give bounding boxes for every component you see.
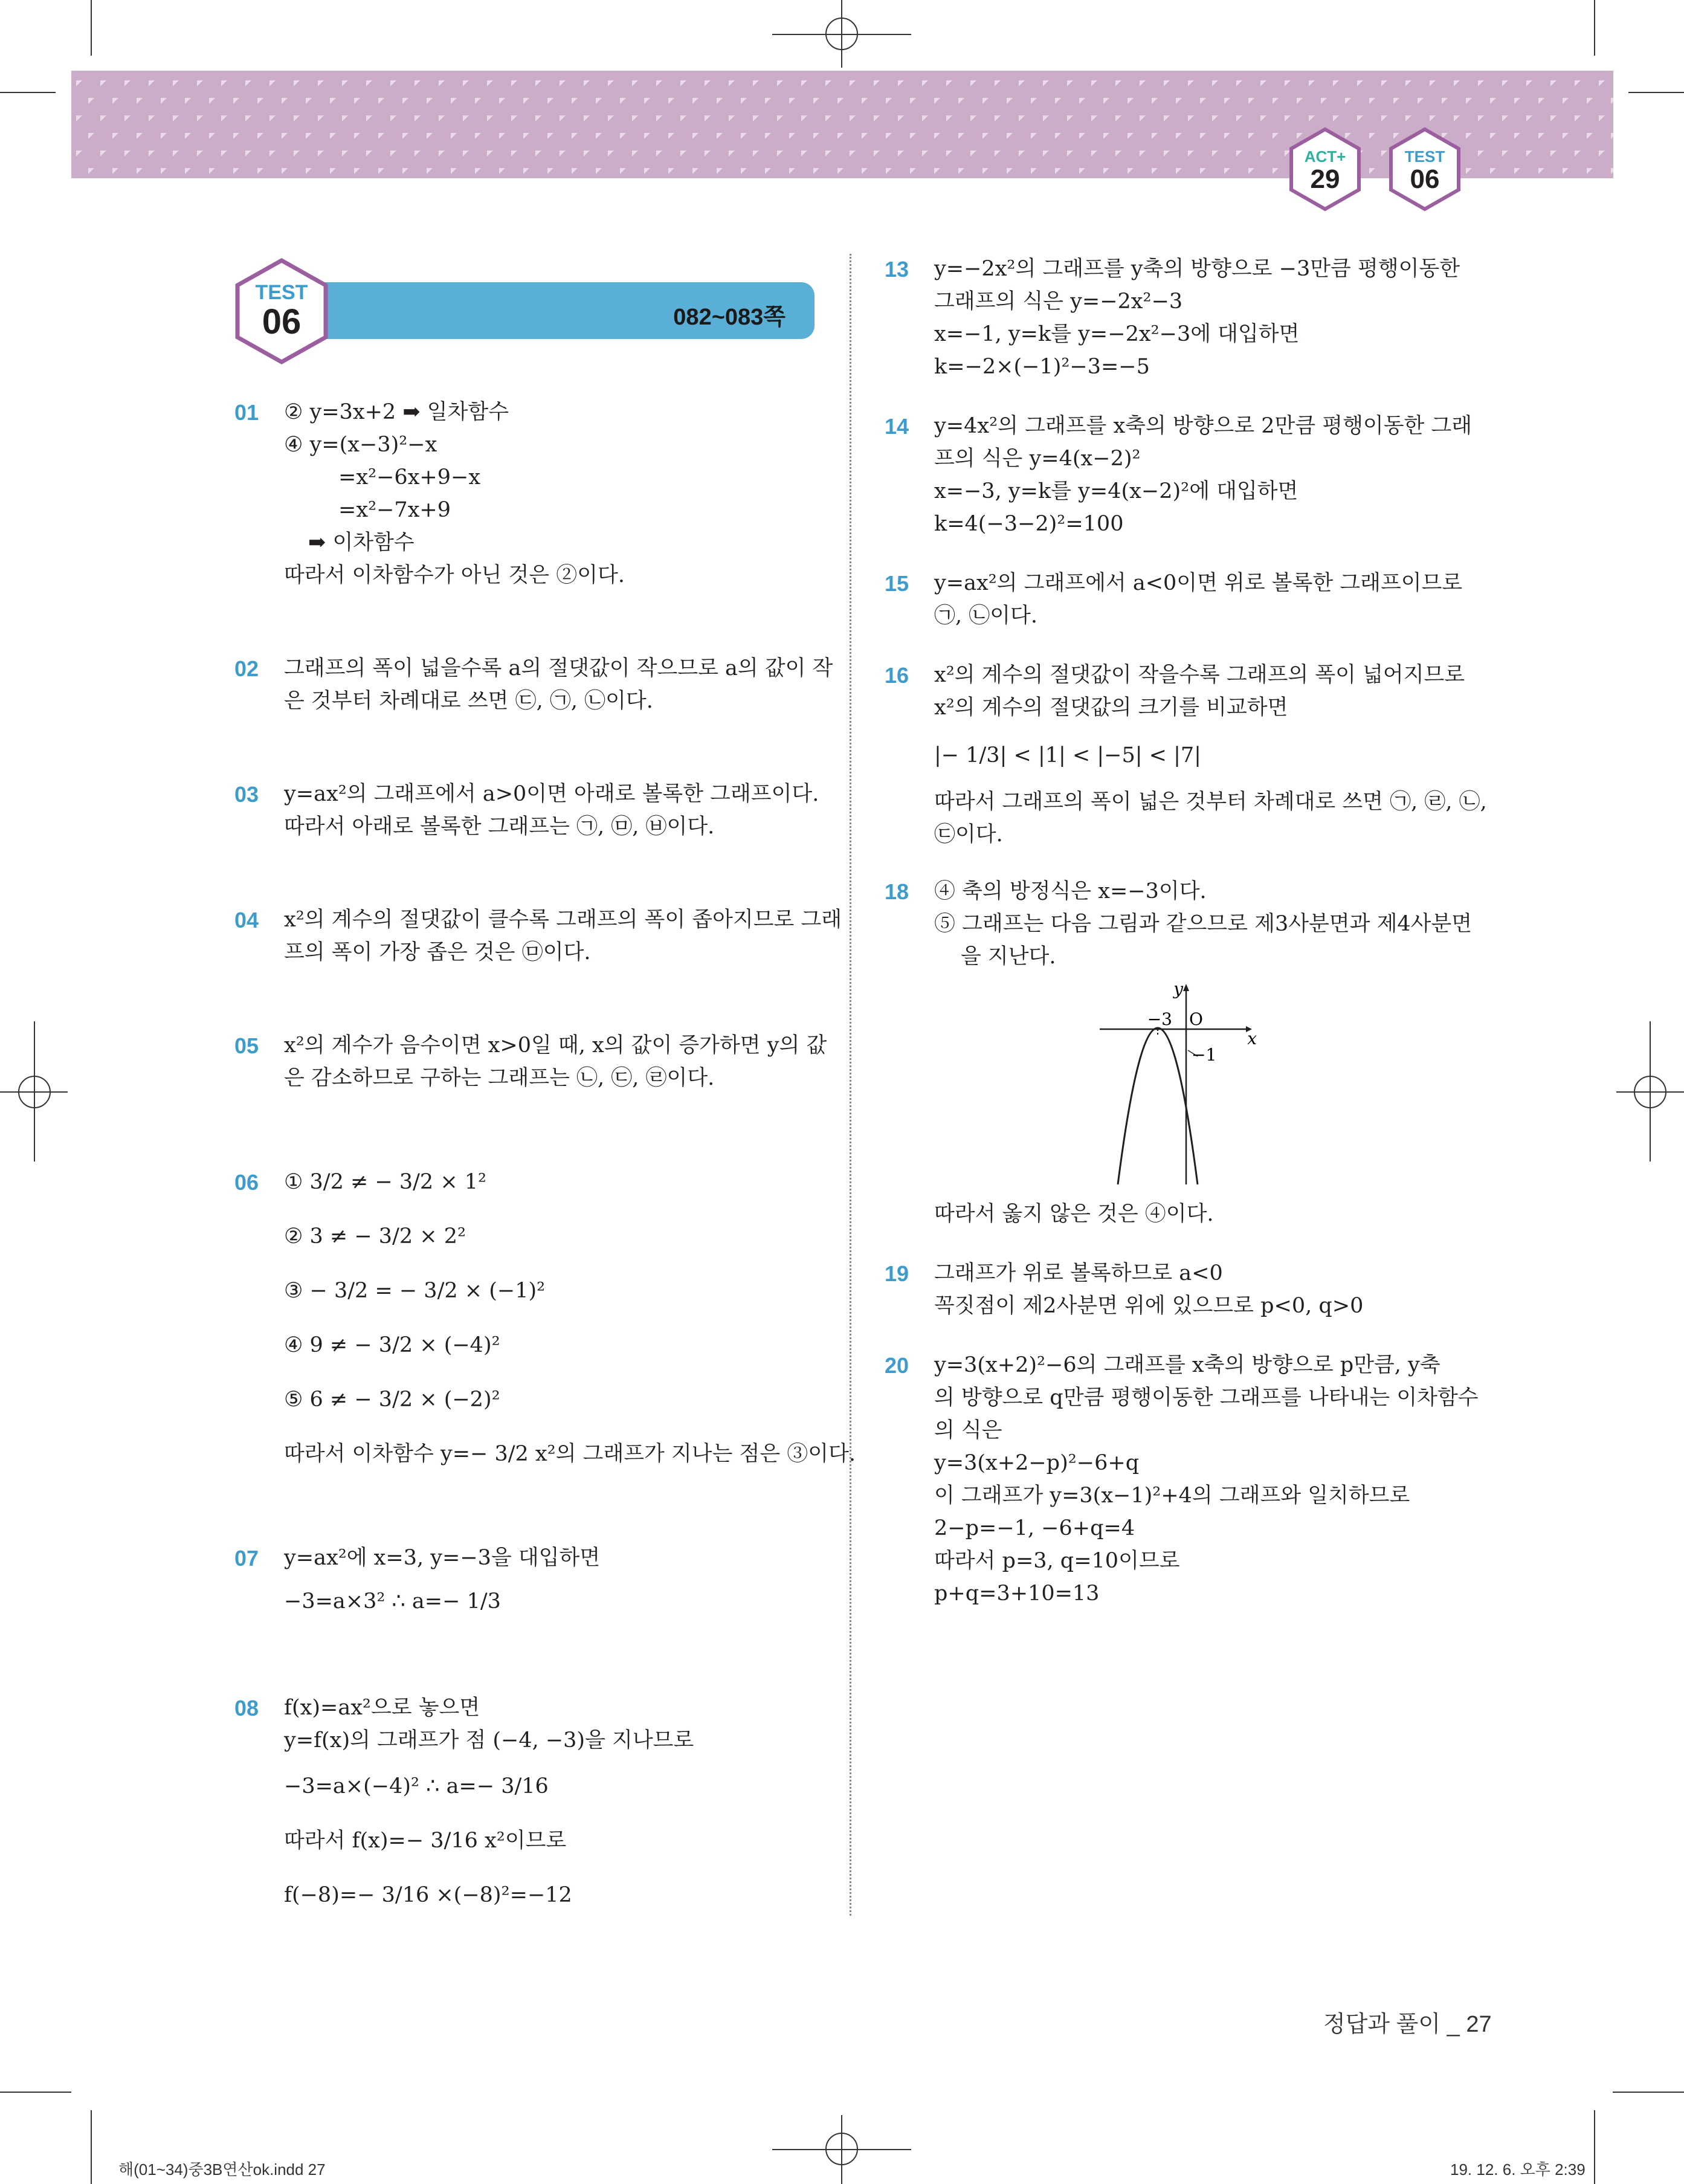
solution-line: ② 3 ≠ − 3/2 × 2² <box>284 1224 466 1249</box>
solution-line: ㉠, ㉡이다. <box>934 604 1037 628</box>
vertex-x-label: −3 <box>1147 1009 1172 1029</box>
solution-line: 따라서 아래로 볼록한 그래프는 ㉠, ㉤, ㉥이다. <box>284 815 715 839</box>
solution-line: |− 1/3| < |1| < |−5| < |7| <box>934 743 1201 767</box>
solution-line: 프의 식은 y=4(x−2)² <box>934 447 1141 471</box>
origin-label: O <box>1189 1009 1203 1029</box>
file-info: 해(01~34)중3B연산ok.indd 27 <box>118 2160 326 2179</box>
solution-line: 의 방향으로 q만큼 평행이동한 그래프를 나타내는 이차함수 <box>934 1386 1479 1410</box>
problem-number: 14 <box>885 414 909 439</box>
solution-line: y=ax²의 그래프에서 a>0이면 아래로 볼록한 그래프이다. <box>284 782 819 806</box>
solution-line: =x²−7x+9 <box>338 498 451 522</box>
crop-mark <box>91 0 92 56</box>
problem-number: 01 <box>234 400 259 425</box>
problem-number: 05 <box>234 1033 259 1058</box>
solution-line: ④ y=(x−3)²−x <box>284 433 437 457</box>
solution-line: 따라서 이차함수가 아닌 것은 ②이다. <box>284 563 625 587</box>
x-axis-label: x <box>1247 1029 1257 1048</box>
solution-line: ⑤ 그래프는 다음 그림과 같으므로 제3사분면과 제4사분면 <box>934 912 1473 936</box>
band-triangle-pattern <box>71 71 1613 178</box>
registration-mark <box>1634 1076 1666 1108</box>
column-divider <box>850 254 851 1916</box>
page-number-label: 정답과 풀이 _ 27 <box>1323 2012 1492 2037</box>
solution-line: x²의 계수의 절댓값이 작을수록 그래프의 폭이 넓어지므로 <box>934 663 1465 687</box>
solution-line: y=−2x²의 그래프를 y축의 방향으로 −3만큼 평행이동한 <box>934 257 1460 281</box>
crop-mark <box>0 92 56 93</box>
print-timestamp: 19. 12. 6. 오후 2:39 <box>1450 2160 1586 2179</box>
solution-line: 그래프의 폭이 넓을수록 a의 절댓값이 작으므로 a의 값이 작 <box>284 656 833 680</box>
solution-line: 따라서 옳지 않은 것은 ④이다. <box>934 1202 1214 1226</box>
solution-line: =x²−6x+9−x <box>338 465 481 489</box>
act-badge <box>1288 127 1362 212</box>
solution-line: ➡ 이차함수 <box>308 531 415 555</box>
solution-line: 그래프가 위로 볼록하므로 a<0 <box>934 1261 1223 1285</box>
solution-line: k=4(−3−2)²=100 <box>934 512 1124 536</box>
problem-number: 20 <box>885 1353 909 1378</box>
solution-line: 2−p=−1, −6+q=4 <box>934 1516 1135 1540</box>
solution-line: 은 감소하므로 구하는 그래프는 ㉡, ㉢, ㉣이다. <box>284 1066 715 1090</box>
crop-mark <box>1594 0 1595 56</box>
solution-line: f(x)=ax²으로 놓으면 <box>284 1696 480 1720</box>
crop-mark <box>1628 92 1684 93</box>
test-badge <box>1388 127 1462 212</box>
problem-number: 04 <box>234 908 259 932</box>
registration-mark <box>825 2133 858 2165</box>
solution-line: x=−1, y=k를 y=−2x²−3에 대입하면 <box>934 322 1300 346</box>
crop-mark <box>91 2110 92 2184</box>
problem-number: 15 <box>885 571 909 596</box>
crop-mark <box>1594 2110 1595 2184</box>
problem-number: 03 <box>234 782 259 807</box>
solution-line: y=ax²의 그래프에서 a<0이면 위로 볼록한 그래프이므로 <box>934 571 1463 595</box>
solution-line: f(−8)=− 3/16 ×(−8)²=−12 <box>284 1883 572 1907</box>
solution-line: 이 그래프가 y=3(x−1)²+4의 그래프와 일치하므로 <box>934 1484 1410 1508</box>
solution-line: k=−2×(−1)²−3=−5 <box>934 355 1150 379</box>
problem-number: 02 <box>234 656 259 681</box>
solution-line: x²의 계수의 절댓값의 크기를 비교하면 <box>934 696 1288 720</box>
solution-line: x²의 계수가 음수이면 x>0일 때, x의 값이 증가하면 y의 값 <box>284 1033 827 1058</box>
solution-line: 그래프의 식은 y=−2x²−3 <box>934 289 1183 314</box>
section-test-number: 06 <box>262 302 302 341</box>
problem-number: 19 <box>885 1261 909 1286</box>
crop-mark <box>1613 2092 1684 2093</box>
solution-line: y=4x²의 그래프를 x축의 방향으로 2만큼 평행이동한 그래 <box>934 414 1473 438</box>
y-axis-label: y <box>1173 979 1183 999</box>
solution-line: ① 3/2 ≠ − 3/2 × 1² <box>284 1170 487 1194</box>
solution-line: y=3(x+2−p)²−6+q <box>934 1451 1140 1475</box>
solution-line: p+q=3+10=13 <box>934 1581 1100 1606</box>
act-badge-label: ACT+ <box>1304 147 1346 166</box>
y-intercept-label: −1 <box>1192 1045 1217 1065</box>
solution-line: 따라서 f(x)=− 3/16 x²이므로 <box>284 1829 567 1853</box>
section-test-label: TEST <box>255 281 308 304</box>
test-badge-label: TEST <box>1404 147 1445 166</box>
solution-line: 따라서 그래프의 폭이 넓은 것부터 차례대로 쓰면 ㉠, ㉣, ㉡, <box>934 790 1487 814</box>
solution-line: 은 것부터 차례대로 쓰면 ㉢, ㉠, ㉡이다. <box>284 689 653 713</box>
registration-mark <box>825 18 858 50</box>
parabola-graph <box>1088 979 1269 1197</box>
page-range: 082~083쪽 <box>673 305 786 330</box>
solution-line: ② y=3x+2 ➡ 일차함수 <box>284 400 509 424</box>
solution-line: 프의 폭이 가장 좁은 것은 ㉤이다. <box>284 940 591 964</box>
solution-line: ④ 축의 방정식은 x=−3이다. <box>934 879 1207 903</box>
header-band <box>71 71 1613 178</box>
problem-number: 08 <box>234 1696 259 1720</box>
test-badge-number: 06 <box>1410 164 1440 194</box>
problem-number: 13 <box>885 257 909 282</box>
solution-line: x=−3, y=k를 y=4(x−2)²에 대입하면 <box>934 479 1298 503</box>
solution-line: 의 식은 <box>934 1418 1002 1443</box>
solution-line: 따라서 이차함수 y=− 3/2 x²의 그래프가 지나는 점은 ③이다. <box>284 1442 856 1466</box>
solution-line: −3=a×(−4)² ∴ a=− 3/16 <box>284 1774 549 1798</box>
solution-line: ⑤ 6 ≠ − 3/2 × (−2)² <box>284 1388 500 1412</box>
section-test-badge <box>233 257 330 366</box>
act-badge-number: 29 <box>1310 164 1340 194</box>
solution-line: 을 지난다. <box>961 945 1056 969</box>
y-axis-arrow-icon <box>1183 984 1189 991</box>
solution-line: 꼭짓점이 제2사분면 위에 있으므로 p<0, q>0 <box>934 1294 1364 1318</box>
solution-line: y=ax²에 x=3, y=−3을 대입하면 <box>284 1546 601 1570</box>
solution-line: 따라서 p=3, q=10이므로 <box>934 1549 1180 1573</box>
solution-line: −3=a×3² ∴ a=− 1/3 <box>284 1589 501 1614</box>
registration-mark <box>18 1076 51 1108</box>
solution-line: ④ 9 ≠ − 3/2 × (−4)² <box>284 1333 500 1357</box>
problem-number: 16 <box>885 663 909 688</box>
solution-line: y=f(x)의 그래프가 점 (−4, −3)을 지나므로 <box>284 1728 694 1753</box>
problem-number: 18 <box>885 879 909 904</box>
crop-mark <box>0 2092 71 2093</box>
problem-number: 07 <box>234 1546 259 1571</box>
solution-line: ㉢이다. <box>934 822 1003 847</box>
section-title-bar <box>314 282 815 339</box>
solution-line: x²의 계수의 절댓값이 클수록 그래프의 폭이 좁아지므로 그래 <box>284 908 842 932</box>
solution-line: ③ − 3/2 = − 3/2 × (−1)² <box>284 1279 546 1303</box>
solution-line: y=3(x+2)²−6의 그래프를 x축의 방향으로 p만큼, y축 <box>934 1353 1440 1377</box>
problem-number: 06 <box>234 1170 259 1195</box>
